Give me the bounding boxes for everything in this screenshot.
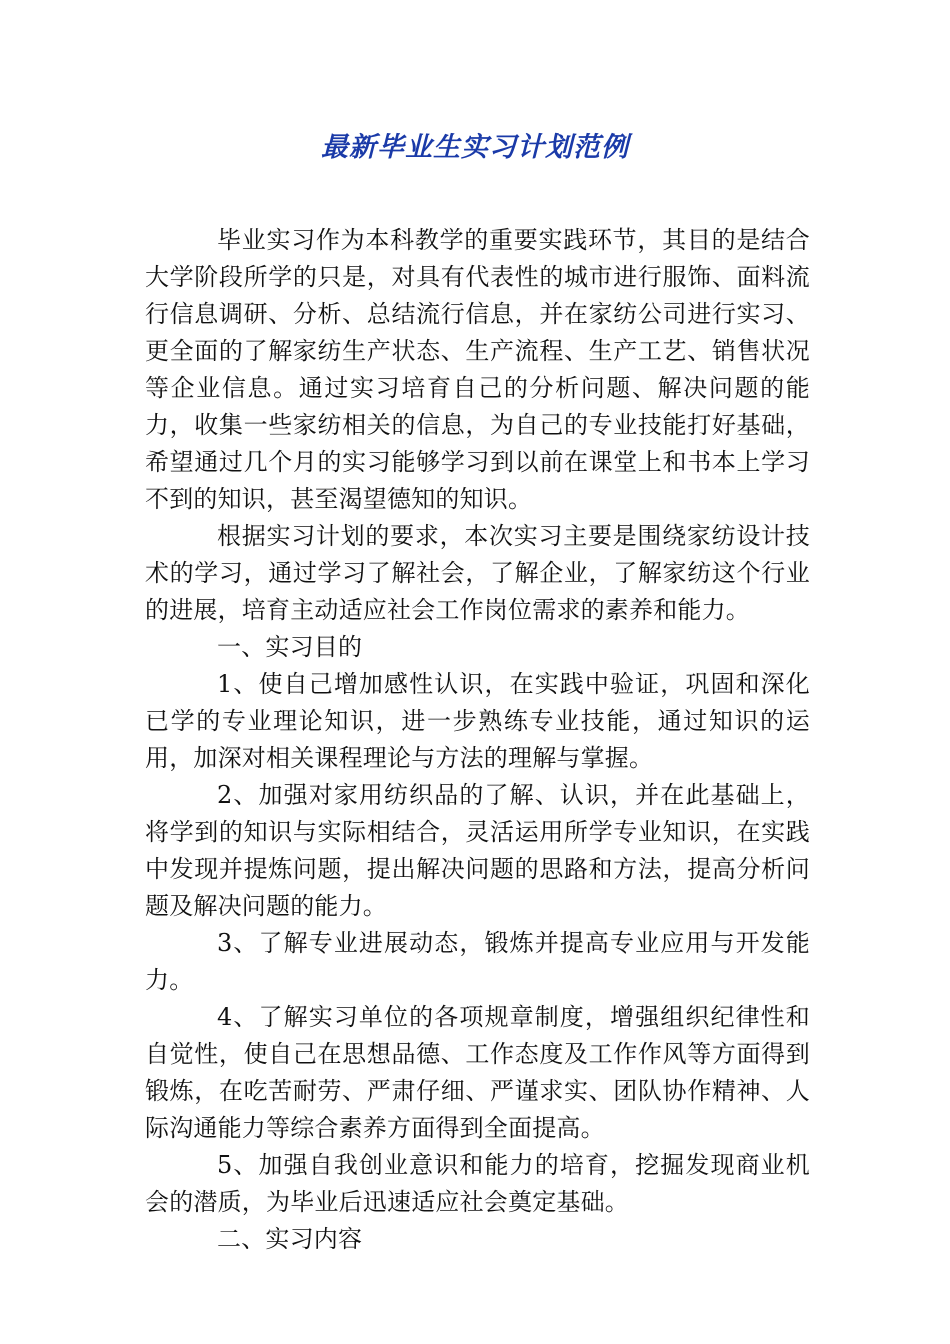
document-body xyxy=(145,222,810,1258)
list-item-purpose-3: 3、了解专业进展动态，锻炼并提高专业应用与开发能力。 xyxy=(145,929,810,994)
list-item-purpose-2: 2、加强对家用纺织品的了解、认识，并在此基础上，将学到的知识与实际相结合，灵活运用所学专业知识，在实践中发现并提炼问题，提出解决问题的思路和方法，提高分析问题及解决问题的能力。 xyxy=(145,781,810,920)
list-item-purpose-5: 5、加强自我创业意识和能力的培育，挖掘发现商业机会的潜质，为毕业后迅速适应社会奠定基础。 xyxy=(145,1151,810,1216)
paragraph-intro: 毕业实习作为本科教学的重要实践环节，其目的是结合大学阶段所学的只是，对具有代表性的城市进行服饰、面料流行信息调研、分析、总结流行信息，并在家纺公司进行实习、更全面的了解家纺生产状态、生产流程、生产工艺、销售状况等企业信息。通过实习培育自己的分析问题、解决问题的能力，收集一些家纺相关的信息，为自己的专业技能打好基础，希望通过几个月的实习能够学习到以前在课堂上和书本上学习不到的知识，甚至渴望德知的知识。 xyxy=(145,226,810,513)
document-title: 最新毕业生实习计划范例 xyxy=(321,132,629,163)
section-heading-content: 二、实习内容 xyxy=(217,1225,363,1253)
list-item-purpose-4: 4、了解实习单位的各项规章制度，增强组织纪律性和自觉性，使自己在思想品德、工作态度及工作作风等方面得到锻炼，在吃苦耐劳、严肃仔细、严谨求实、团队协作精神、人际沟通能力等综合素养方面得到全面提高。 xyxy=(145,1003,810,1142)
section-heading-purpose: 一、实习目的 xyxy=(217,633,363,661)
paragraph-requirements: 根据实习计划的要求，本次实习主要是围绕家纺设计技术的学习，通过学习了解社会，了解企业，了解家纺这个行业的进展，培育主动适应社会工作岗位需求的素养和能力。 xyxy=(145,522,810,624)
list-item-purpose-1: 1、使自己增加感性认识，在实践中验证，巩固和深化已学的专业理论知识，进一步熟练专业技能，通过知识的运用，加深对相关课程理论与方法的理解与掌握。 xyxy=(145,670,810,772)
